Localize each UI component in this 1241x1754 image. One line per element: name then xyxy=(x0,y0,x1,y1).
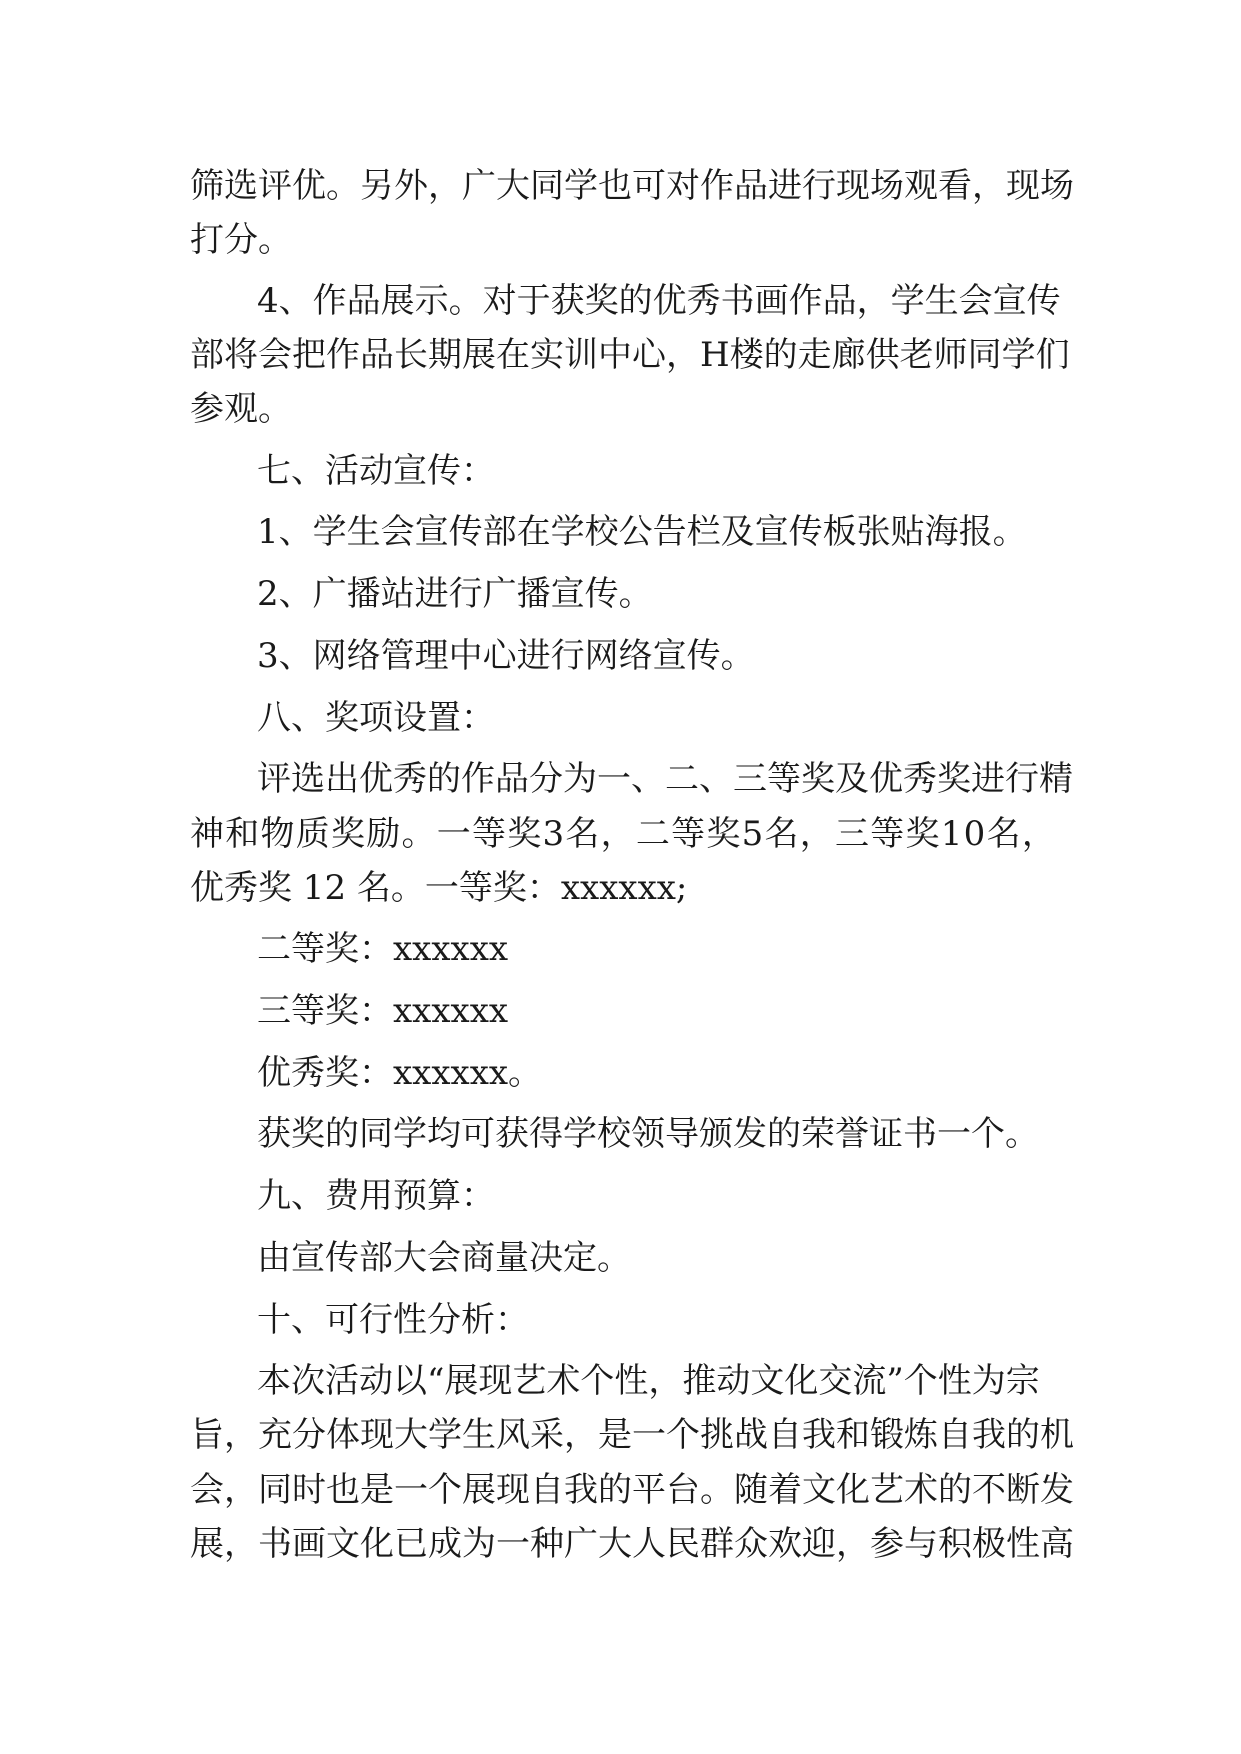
line-text: 3、网络管理中心进行网络宣传。 xyxy=(257,636,755,676)
text-line xyxy=(0,810,1241,858)
line-text: 八、奖项设置： xyxy=(257,698,495,738)
line-text: 会 ， 同 时 也 是 一 个 展 现 自 我 的 平 台 。 随 着 文 化 艺 术 的 不 断 发 xyxy=(190,1470,1074,1510)
line-text: 本次活动以“展现艺术个性，推动文化交流”个性为宗 xyxy=(257,1361,1040,1401)
text-line xyxy=(0,694,1241,742)
text-line xyxy=(0,1296,1241,1344)
line-text: 4、作品展示。对于获奖的优秀书画作品，学生会宣传 xyxy=(257,281,1061,321)
text-line xyxy=(0,1234,1241,1282)
text-line xyxy=(0,1110,1241,1158)
line-text: 评选出优秀的作品分为一、二、三等奖及优秀奖进行精 xyxy=(257,759,1073,799)
line-text: 三等奖：xxxxxx xyxy=(257,991,509,1031)
line-text: 七、活动宣传： xyxy=(257,451,495,491)
text-line xyxy=(0,385,1241,433)
line-text: 部 将 会 把 作 品 长 期 展 在 实 训 中 心 ， H 楼 的 走 廊 供 老 师 同 学 们 xyxy=(190,335,1070,375)
text-line xyxy=(0,755,1241,803)
text-line xyxy=(0,864,1241,912)
line-text: 获奖的同学均可获得学校领导颁发的荣誉证书一个。 xyxy=(257,1114,1039,1154)
line-text: 优秀奖：xxxxxx。 xyxy=(257,1053,543,1093)
text-line xyxy=(0,1049,1241,1097)
line-text: 打分。 xyxy=(190,220,292,260)
text-line xyxy=(0,331,1241,379)
text-line xyxy=(0,570,1241,618)
line-text: 参观。 xyxy=(190,389,292,429)
text-line xyxy=(0,987,1241,1035)
line-text: 优秀奖 12 名。一等奖：xxxxxx; xyxy=(190,868,688,908)
text-line xyxy=(0,277,1241,325)
line-text: 筛 选 评 优 。 另 外 ， 广 大 同 学 也 可 对 作 品 进 行 现 场 观 看 ， 现 场 xyxy=(190,166,1074,206)
text-line xyxy=(0,1411,1241,1459)
text-line xyxy=(0,632,1241,680)
text-line xyxy=(0,162,1241,210)
text-line xyxy=(0,1357,1241,1405)
line-text: 展 ， 书 画 文 化 已 成 为 一 种 广 大 人 民 群 众 欢 迎 ， 参 与 积 极 性 高 xyxy=(190,1524,1074,1564)
line-text: 2、广播站进行广播宣传。 xyxy=(257,574,653,614)
text-line xyxy=(0,1172,1241,1220)
line-text: 九、费用预算： xyxy=(257,1176,495,1216)
text-line xyxy=(0,1466,1241,1514)
line-text: 旨 ， 充 分 体 现 大 学 生 风 采 ， 是 一 个 挑 战 自 我 和 锻 炼 自 我 的 机 xyxy=(190,1415,1074,1455)
text-line xyxy=(0,1520,1241,1568)
line-text: 十、可行性分析： xyxy=(257,1300,529,1340)
line-text: 神 和 物 质 奖 励 。 一 等 奖 3 名 ， 二 等 奖 5 名 ， 三 等 奖 1 0 名 ， xyxy=(190,814,1056,854)
line-text: 二等奖：xxxxxx xyxy=(257,929,509,969)
text-line xyxy=(0,447,1241,495)
line-text: 1、学生会宣传部在学校公告栏及宣传板张贴海报。 xyxy=(257,512,1027,552)
text-line xyxy=(0,508,1241,556)
text-line xyxy=(0,925,1241,973)
text-line xyxy=(0,216,1241,264)
line-text: 由宣传部大会商量决定。 xyxy=(257,1238,631,1278)
